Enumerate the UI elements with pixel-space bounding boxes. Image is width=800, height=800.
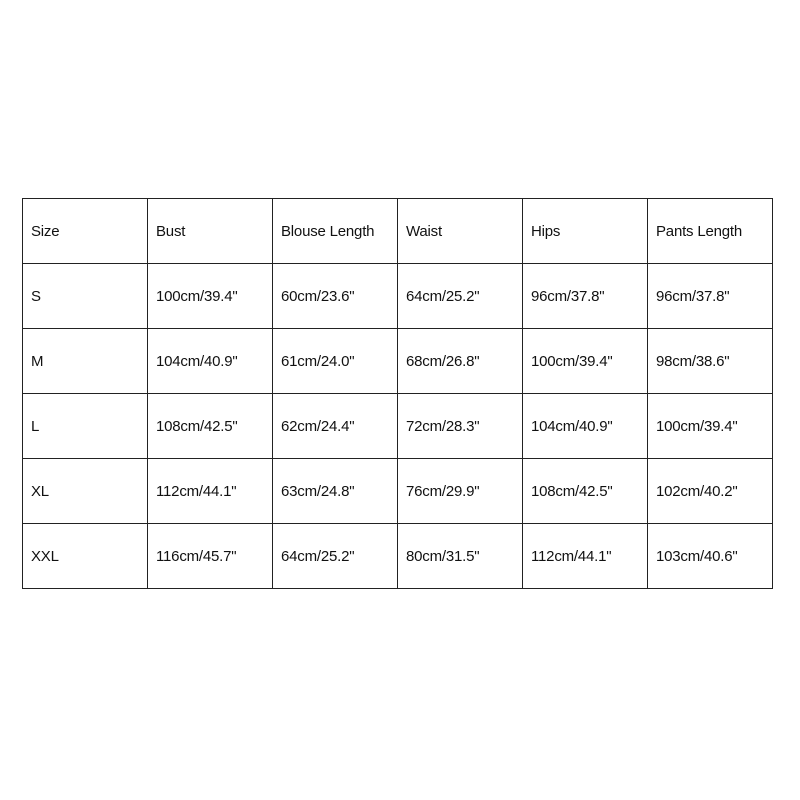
cell-hips: 100cm/39.4" xyxy=(523,329,648,394)
cell-hips: 104cm/40.9" xyxy=(523,394,648,459)
header-hips: Hips xyxy=(523,199,648,264)
header-bust: Bust xyxy=(148,199,273,264)
cell-waist: 64cm/25.2" xyxy=(398,264,523,329)
cell-pants-length: 96cm/37.8" xyxy=(648,264,773,329)
cell-blouse-length: 60cm/23.6" xyxy=(273,264,398,329)
table-row xyxy=(23,264,773,329)
cell-size: XXL xyxy=(23,524,148,589)
header-waist: Waist xyxy=(398,199,523,264)
cell-waist: 72cm/28.3" xyxy=(398,394,523,459)
cell-waist: 80cm/31.5" xyxy=(398,524,523,589)
cell-pants-length: 100cm/39.4" xyxy=(648,394,773,459)
table-row xyxy=(23,524,773,589)
cell-pants-length: 102cm/40.2" xyxy=(648,459,773,524)
cell-blouse-length: 62cm/24.4" xyxy=(273,394,398,459)
header-blouse-length: Blouse Length xyxy=(273,199,398,264)
cell-bust: 104cm/40.9" xyxy=(148,329,273,394)
header-pants-length: Pants Length xyxy=(648,199,773,264)
cell-blouse-length: 63cm/24.8" xyxy=(273,459,398,524)
cell-bust: 112cm/44.1" xyxy=(148,459,273,524)
table-row xyxy=(23,394,773,459)
table-row xyxy=(23,329,773,394)
table-header-row xyxy=(23,199,773,264)
cell-size: XL xyxy=(23,459,148,524)
cell-hips: 96cm/37.8" xyxy=(523,264,648,329)
cell-hips: 108cm/42.5" xyxy=(523,459,648,524)
cell-waist: 68cm/26.8" xyxy=(398,329,523,394)
size-chart-table xyxy=(22,198,773,589)
cell-size: S xyxy=(23,264,148,329)
cell-bust: 100cm/39.4" xyxy=(148,264,273,329)
cell-blouse-length: 64cm/25.2" xyxy=(273,524,398,589)
cell-size: L xyxy=(23,394,148,459)
cell-pants-length: 98cm/38.6" xyxy=(648,329,773,394)
cell-blouse-length: 61cm/24.0" xyxy=(273,329,398,394)
cell-waist: 76cm/29.9" xyxy=(398,459,523,524)
header-size: Size xyxy=(23,199,148,264)
cell-size: M xyxy=(23,329,148,394)
cell-bust: 108cm/42.5" xyxy=(148,394,273,459)
cell-hips: 112cm/44.1" xyxy=(523,524,648,589)
table-row xyxy=(23,459,773,524)
cell-pants-length: 103cm/40.6" xyxy=(648,524,773,589)
cell-bust: 116cm/45.7" xyxy=(148,524,273,589)
